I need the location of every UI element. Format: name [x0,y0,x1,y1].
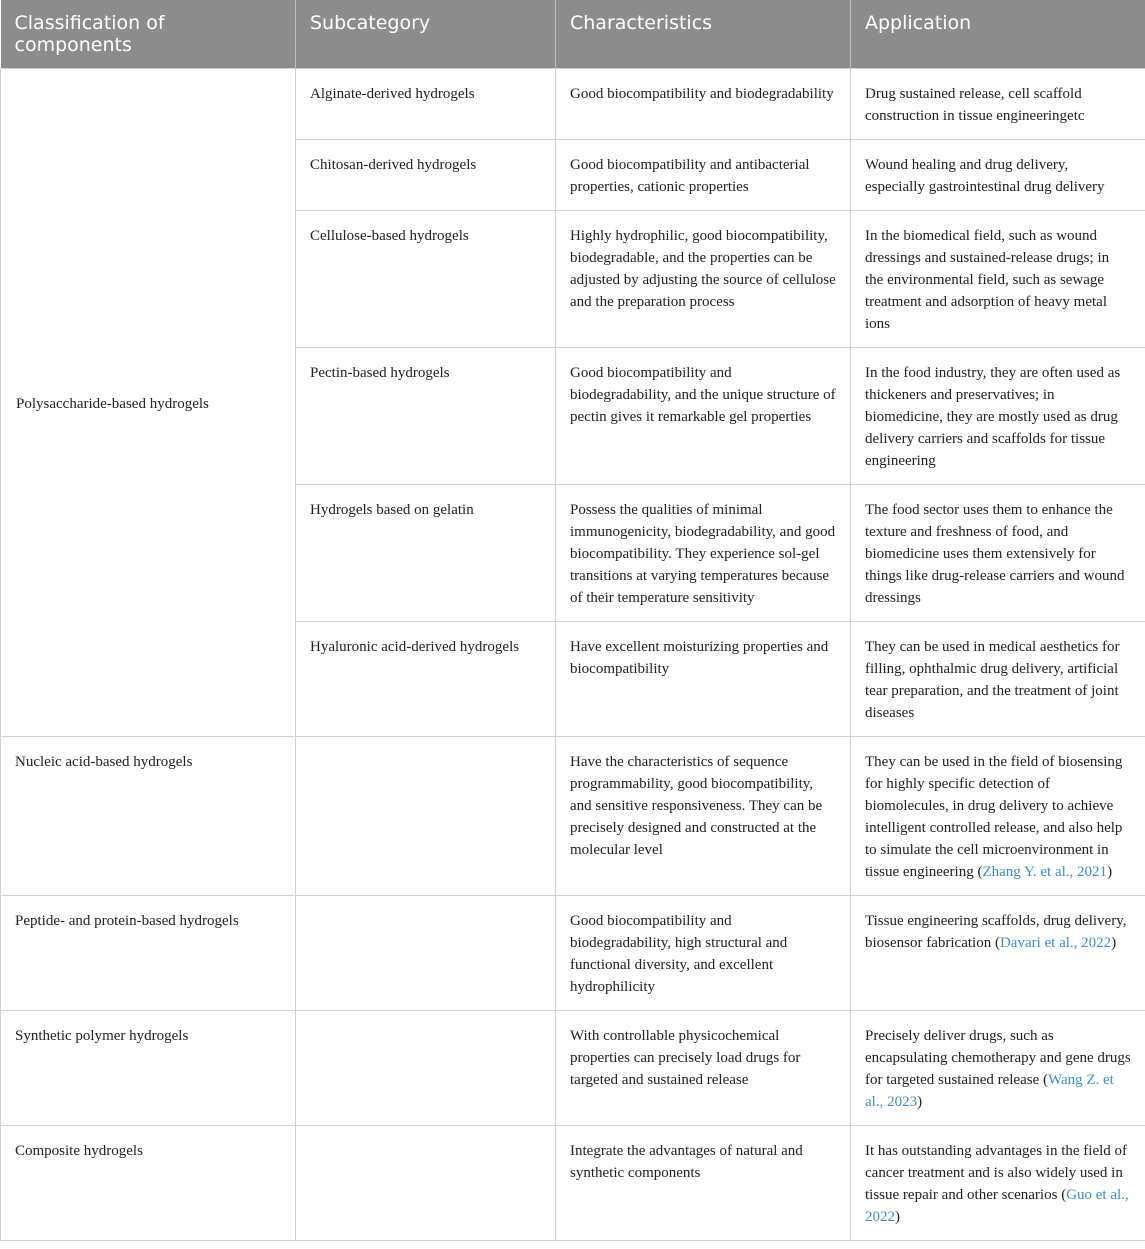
subcategory-cell: Hyaluronic acid-derived hydrogels [296,622,556,737]
table-row [1,737,1145,896]
characteristics-cell: Good biocompatibility and biodegradability [556,69,851,140]
classification-cell: Peptide- and protein-based hydrogels [1,896,296,1011]
classification-cell: Composite hydrogels [1,1126,296,1241]
classification-cell: Nucleic acid-based hydrogels [1,737,296,896]
characteristics-cell: Good biocompatibility and antibacterial properties, cationic properties [556,140,851,211]
header-classification: Classification of components [1,0,296,69]
citation-link[interactable]: Zhang Y. et al., 2021 [982,864,1108,880]
table-body [1,69,1145,1241]
header-row [1,0,1145,69]
subcategory-cell: Alginate-derived hydrogels [296,69,556,140]
characteristics-cell: With controllable physicochemical properties can precisely load drugs for targeted and sustained release [556,1011,851,1126]
characteristics-cell: Possess the qualities of minimal immunogenicity, biodegradability, and good biocompatibility. They experience sol-gel transitions at varying temperatures because of their temperature sensitivity [556,485,851,622]
application-cell: Precisely deliver drugs, such as encapsulating chemotherapy and gene drugs for targeted sustained release (Wang Z. et al., 2023) [851,1011,1145,1126]
subcategory-cell [296,737,556,896]
application-cell: The food sector uses them to enhance the texture and freshness of food, and biomedicine uses them extensively for things like drug-release carriers and wound dressings [851,485,1145,622]
table-header [1,0,1145,69]
subcategory-cell: Chitosan-derived hydrogels [296,140,556,211]
classification-cell: Polysaccharide-based hydrogels [1,69,296,737]
application-cell: In the food industry, they are often used as thickeners and preservatives; in biomedicine, they are mostly used as drug delivery carriers and scaffolds for tissue engineering [851,348,1145,485]
subcategory-cell: Hydrogels based on gelatin [296,485,556,622]
characteristics-cell: Integrate the advantages of natural and synthetic components [556,1126,851,1241]
application-cell: Drug sustained release, cell scaffold construction in tissue engineeringetc [851,69,1145,140]
application-text: Tissue engineering scaffolds, drug delivery, biosensor fabrication [865,913,1127,951]
characteristics-cell: Have excellent moisturizing properties and biocompatibility [556,622,851,737]
characteristics-cell: Highly hydrophilic, good biocompatibility, biodegradable, and the properties can be adjusted by adjusting the source of cellulose and the preparation process [556,211,851,348]
application-text: They can be used in the field of biosensing for highly specific detection of biomolecules, in drug delivery to achieve intelligent controlled release, and also help to simulate the cell microenvironment in tissue engineering [865,754,1123,880]
subcategory-cell [296,1126,556,1241]
subcategory-cell [296,896,556,1011]
application-text: It has outstanding advantages in the field of cancer treatment and is also widely used in tissue repair and other scenarios [865,1143,1128,1203]
characteristics-cell: Good biocompatibility and biodegradability, and the unique structure of pectin gives it remarkable gel properties [556,348,851,485]
classification-cell: Synthetic polymer hydrogels [1,1011,296,1126]
application-text: Precisely deliver drugs, such as encapsulating chemotherapy and gene drugs for targeted sustained release [865,1028,1131,1088]
header-subcategory: Subcategory [296,0,556,69]
citation-link[interactable]: Wang Z. et al., 2023 [865,1072,1114,1110]
subcategory-cell [296,1011,556,1126]
application-cell: In the biomedical field, such as wound dressings and sustained-release drugs; in the environmental field, such as sewage treatment and adsorption of heavy metal ions [851,211,1145,348]
application-cell: They can be used in medical aesthetics for filling, ophthalmic drug delivery, artificial tear preparation, and the treatment of joint diseases [851,622,1145,737]
application-cell: They can be used in the field of biosensing for highly specific detection of biomolecules, in drug delivery to achieve intelligent controlled release, and also help to simulate the cell microenvironment in tissue engineering (Zhang Y. et al., 2021) [851,737,1145,896]
subcategory-cell: Cellulose-based hydrogels [296,211,556,348]
table-row [1,1011,1145,1126]
application-cell: It has outstanding advantages in the field of cancer treatment and is also widely used in tissue repair and other scenarios (Guo et al., 2022) [851,1126,1145,1241]
table-row [1,69,1145,140]
header-characteristics: Characteristics [556,0,851,69]
application-cell: Wound healing and drug delivery, especially gastrointestinal drug delivery [851,140,1145,211]
characteristics-cell: Have the characteristics of sequence programmability, good biocompatibility, and sensitive responsiveness. They can be precisely designed and constructed at the molecular level [556,737,851,896]
citation-link[interactable]: Davari et al., 2022 [999,935,1112,951]
application-cell: Tissue engineering scaffolds, drug delivery, biosensor fabrication (Davari et al., 2022) [851,896,1145,1011]
characteristics-cell: Good biocompatibility and biodegradability, high structural and functional diversity, and excellent hydrophilicity [556,896,851,1011]
table-row [1,896,1145,1011]
table-row [1,1126,1145,1241]
subcategory-cell: Pectin-based hydrogels [296,348,556,485]
header-application: Application [851,0,1145,69]
citation-link[interactable]: Guo et al., 2022 [865,1187,1129,1225]
